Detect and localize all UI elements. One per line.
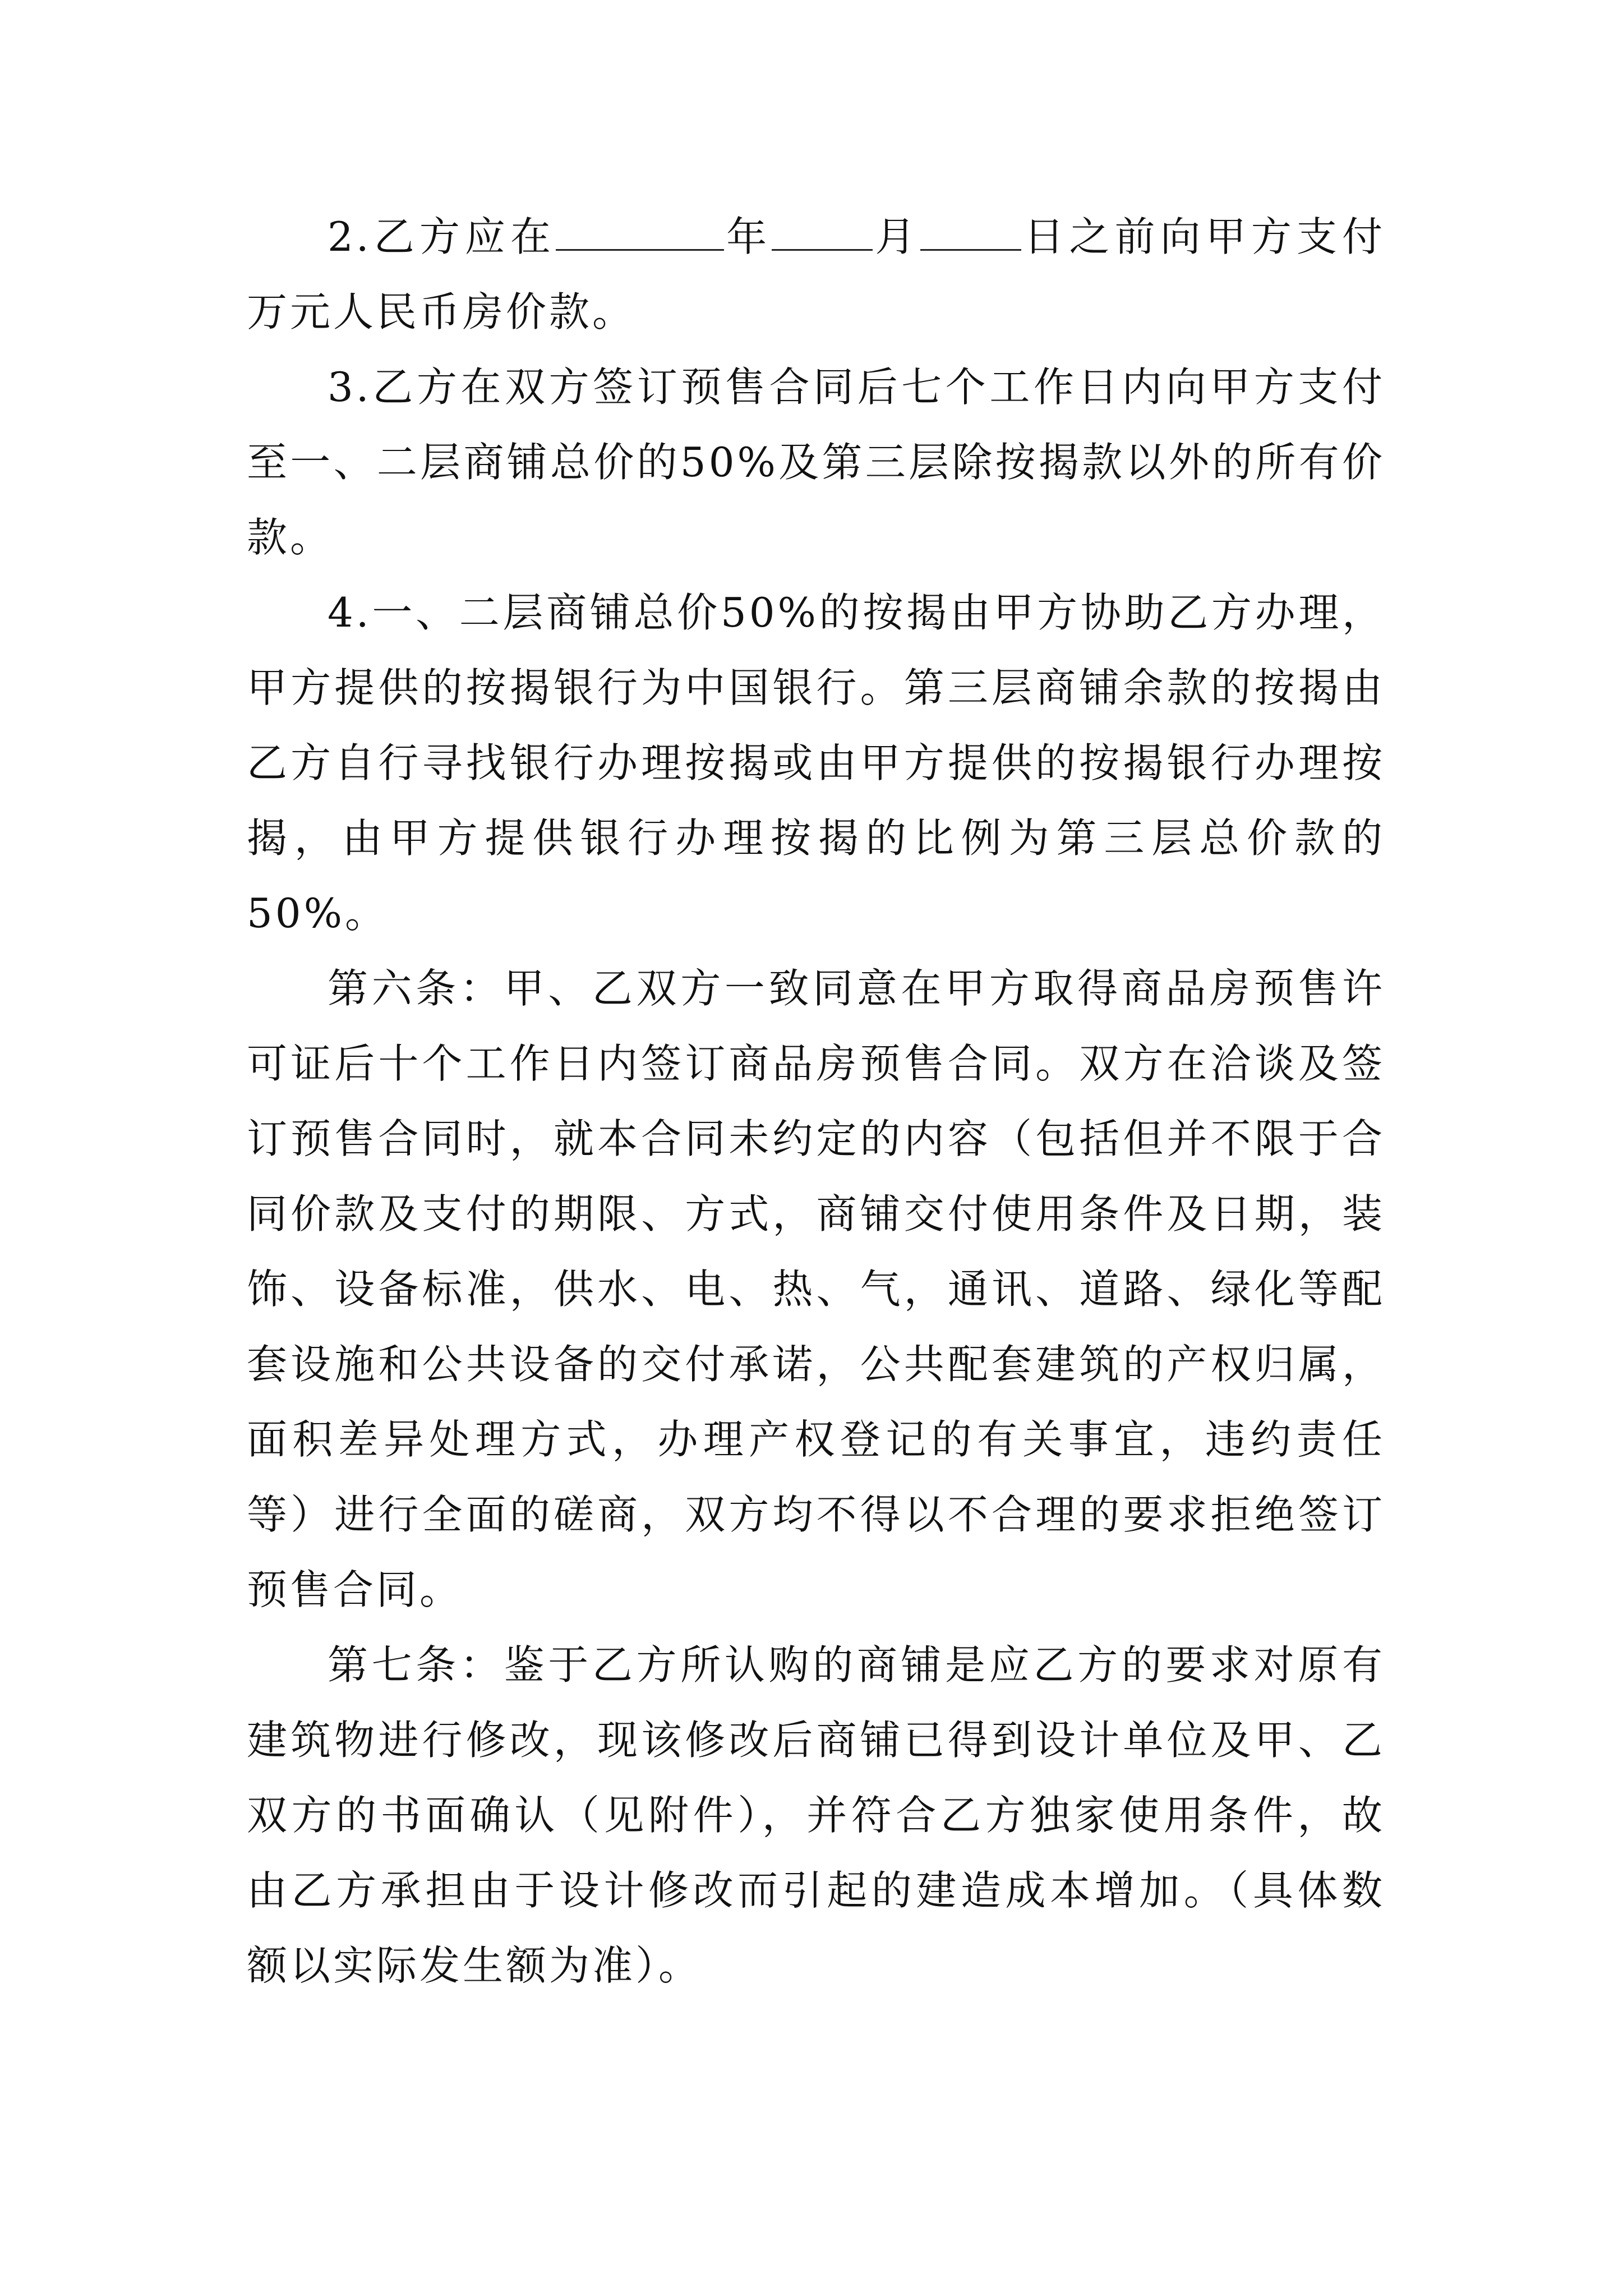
clause-5-2-month: 月 [873,213,921,260]
clause-5-2-prefix: 2.乙方应在 [328,213,556,260]
clause-5-2 [247,199,1385,349]
year-blank[interactable] [556,206,724,251]
month-blank[interactable] [772,206,873,251]
day-blank[interactable] [920,206,1021,251]
clause-5-2-suffix: 日之前向甲方支付万元人民币房价款。 [247,213,1385,335]
clause-5-2-year: 年 [724,213,772,260]
document-body [247,199,1385,2003]
clause-5-4: 4.一、二层商铺总价50%的按揭由甲方协助乙方办理，甲方提供的按揭银行为中国银行。第三层商铺余款的按揭由乙方自行寻找银行办理按揭或由甲方提供的按揭银行办理按揭，由甲方提供银行办理按揭的比例为第三层总价款的50%。 [247,589,1385,937]
article-7: 第七条：鉴于乙方所认购的商铺是应乙方的要求对原有建筑物进行修改，现该修改后商铺已得到设计单位及甲、乙双方的书面确认（见附件），并符合乙方独家使用条件，故由乙方承担由于设计修改而引起的建造成本增加。（具体数额以实际发生额为准）。 [247,1641,1385,1989]
clause-5-3: 3.乙方在双方签订预售合同后七个工作日内向甲方支付至一、二层商铺总价的50%及第三层除按揭款以外的所有价款。 [247,364,1385,561]
article-6: 第六条：甲、乙双方一致同意在甲方取得商品房预售许可证后十个工作日内签订商品房预售合同。双方在洽谈及签订预售合同时，就本合同未约定的内容（包括但并不限于合同价款及支付的期限、方式，商铺交付使用条件及日期，装饰、设备标准，供水、电、热、气，通讯、道路、绿化等配套设施和公共设备的交付承诺，公共配套建筑的产权归属，面积差异处理方式，办理产权登记的有关事宜，违约责任等）进行全面的磋商，双方均不得以不合理的要求拒绝签订预售合同。 [247,965,1385,1613]
